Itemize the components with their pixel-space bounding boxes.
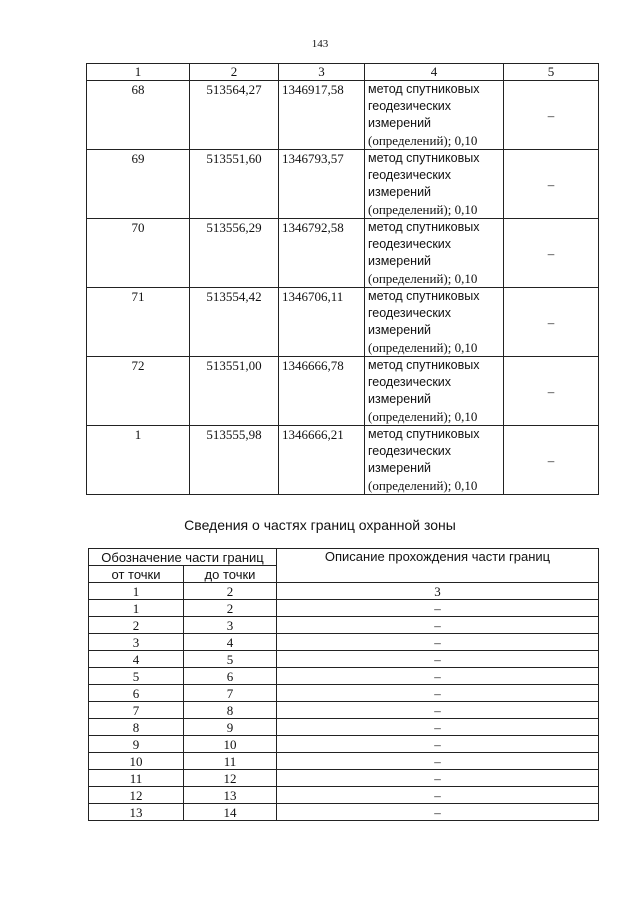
method-accuracy-line: (определений); 0,10 bbox=[368, 409, 478, 424]
from-point: 6 bbox=[89, 685, 184, 702]
part-description: – bbox=[277, 702, 599, 719]
method-line: метод спутниковых bbox=[368, 82, 480, 96]
column-number-header: 2 bbox=[184, 583, 277, 600]
part-description: – bbox=[277, 651, 599, 668]
parts-header-row bbox=[89, 549, 599, 566]
coordinates-table bbox=[86, 63, 599, 495]
to-point: 6 bbox=[184, 668, 277, 685]
boundary-part-row bbox=[89, 787, 599, 804]
coordinate-x: 513554,42 bbox=[190, 288, 279, 357]
column-number-header: 4 bbox=[365, 64, 504, 81]
page-number: 143 bbox=[311, 38, 329, 50]
point-number: 70 bbox=[87, 219, 190, 288]
point-description: – bbox=[504, 219, 599, 288]
point-number: 69 bbox=[87, 150, 190, 219]
boundary-part-row bbox=[89, 634, 599, 651]
part-description: – bbox=[277, 719, 599, 736]
boundary-designation-header: Обозначение части границ bbox=[89, 549, 277, 566]
from-point: 3 bbox=[89, 634, 184, 651]
column-number-header: 5 bbox=[504, 64, 599, 81]
coordinate-row bbox=[87, 150, 599, 219]
point-description: – bbox=[504, 426, 599, 495]
to-point: 4 bbox=[184, 634, 277, 651]
to-point: 8 bbox=[184, 702, 277, 719]
determination-method bbox=[365, 426, 504, 495]
part-description: – bbox=[277, 668, 599, 685]
column-number-header: 1 bbox=[87, 64, 190, 81]
coordinate-row bbox=[87, 426, 599, 495]
part-description: – bbox=[277, 634, 599, 651]
from-point: 11 bbox=[89, 770, 184, 787]
method-line: геодезических bbox=[368, 237, 452, 251]
coordinate-row bbox=[87, 219, 599, 288]
determination-method bbox=[365, 150, 504, 219]
section-title: Сведения о частях границ охранной зоны bbox=[184, 517, 456, 533]
from-point: 10 bbox=[89, 753, 184, 770]
point-description: – bbox=[504, 81, 599, 150]
coordinate-y: 1346793,57 bbox=[279, 150, 365, 219]
coordinate-x: 513551,00 bbox=[190, 357, 279, 426]
point-number: 72 bbox=[87, 357, 190, 426]
boundary-parts-table bbox=[88, 548, 599, 821]
boundary-part-row bbox=[89, 719, 599, 736]
coordinate-y: 1346792,58 bbox=[279, 219, 365, 288]
boundary-part-row bbox=[89, 736, 599, 753]
coordinate-x: 513555,98 bbox=[190, 426, 279, 495]
method-accuracy-line: (определений); 0,10 bbox=[368, 340, 478, 355]
to-point: 9 bbox=[184, 719, 277, 736]
determination-method bbox=[365, 219, 504, 288]
part-description: – bbox=[277, 617, 599, 634]
from-point: 2 bbox=[89, 617, 184, 634]
from-point: 1 bbox=[89, 600, 184, 617]
part-description: – bbox=[277, 685, 599, 702]
part-description: – bbox=[277, 736, 599, 753]
method-accuracy-line: (определений); 0,10 bbox=[368, 133, 478, 148]
coordinate-y: 1346706,11 bbox=[279, 288, 365, 357]
method-line: геодезических bbox=[368, 168, 452, 182]
boundary-part-row bbox=[89, 668, 599, 685]
method-line: метод спутниковых bbox=[368, 289, 480, 303]
method-line: геодезических bbox=[368, 444, 452, 458]
coordinate-row bbox=[87, 81, 599, 150]
from-point: 12 bbox=[89, 787, 184, 804]
method-line: измерений bbox=[368, 392, 432, 406]
method-line: геодезических bbox=[368, 99, 452, 113]
coordinates-header-row bbox=[87, 64, 599, 81]
to-point: 11 bbox=[184, 753, 277, 770]
method-line: метод спутниковых bbox=[368, 358, 480, 372]
coordinate-y: 1346666,21 bbox=[279, 426, 365, 495]
boundary-part-row bbox=[89, 770, 599, 787]
method-line: измерений bbox=[368, 461, 432, 475]
parts-column-numbers-row bbox=[89, 583, 599, 600]
to-point: 2 bbox=[184, 600, 277, 617]
from-point-header: от точки bbox=[89, 566, 184, 583]
coordinate-y: 1346666,78 bbox=[279, 357, 365, 426]
method-line: метод спутниковых bbox=[368, 220, 480, 234]
coordinate-row bbox=[87, 288, 599, 357]
coordinate-row bbox=[87, 357, 599, 426]
column-number-header: 1 bbox=[89, 583, 184, 600]
part-description: – bbox=[277, 804, 599, 821]
boundary-part-row bbox=[89, 617, 599, 634]
point-number: 68 bbox=[87, 81, 190, 150]
coordinate-x: 513564,27 bbox=[190, 81, 279, 150]
to-point: 12 bbox=[184, 770, 277, 787]
boundary-part-row bbox=[89, 804, 599, 821]
point-description: – bbox=[504, 150, 599, 219]
column-number-header: 2 bbox=[190, 64, 279, 81]
method-accuracy-line: (определений); 0,10 bbox=[368, 202, 478, 217]
boundary-part-row bbox=[89, 702, 599, 719]
method-line: метод спутниковых bbox=[368, 427, 480, 441]
determination-method bbox=[365, 288, 504, 357]
point-description: – bbox=[504, 288, 599, 357]
from-point: 7 bbox=[89, 702, 184, 719]
boundary-part-row bbox=[89, 600, 599, 617]
coordinate-x: 513551,60 bbox=[190, 150, 279, 219]
boundary-part-row bbox=[89, 753, 599, 770]
column-number-header: 3 bbox=[277, 583, 599, 600]
point-description: – bbox=[504, 357, 599, 426]
determination-method bbox=[365, 81, 504, 150]
part-description: – bbox=[277, 787, 599, 804]
from-point: 13 bbox=[89, 804, 184, 821]
to-point: 7 bbox=[184, 685, 277, 702]
method-line: геодезических bbox=[368, 306, 452, 320]
to-point: 3 bbox=[184, 617, 277, 634]
boundary-part-row bbox=[89, 651, 599, 668]
method-accuracy-line: (определений); 0,10 bbox=[368, 478, 478, 493]
method-line: измерений bbox=[368, 323, 432, 337]
column-number-header: 3 bbox=[279, 64, 365, 81]
coordinate-x: 513556,29 bbox=[190, 219, 279, 288]
from-point: 8 bbox=[89, 719, 184, 736]
method-line: измерений bbox=[368, 116, 432, 130]
point-number: 71 bbox=[87, 288, 190, 357]
to-point: 14 bbox=[184, 804, 277, 821]
to-point: 13 bbox=[184, 787, 277, 804]
part-description: – bbox=[277, 753, 599, 770]
boundary-description-header: Описание прохождения части границ bbox=[277, 549, 599, 583]
to-point-header: до точки bbox=[184, 566, 277, 583]
to-point: 10 bbox=[184, 736, 277, 753]
method-line: измерений bbox=[368, 254, 432, 268]
method-accuracy-line: (определений); 0,10 bbox=[368, 271, 478, 286]
from-point: 9 bbox=[89, 736, 184, 753]
method-line: измерений bbox=[368, 185, 432, 199]
part-description: – bbox=[277, 600, 599, 617]
from-point: 5 bbox=[89, 668, 184, 685]
part-description: – bbox=[277, 770, 599, 787]
method-line: геодезических bbox=[368, 375, 452, 389]
coordinate-y: 1346917,58 bbox=[279, 81, 365, 150]
boundary-part-row bbox=[89, 685, 599, 702]
point-number: 1 bbox=[87, 426, 190, 495]
to-point: 5 bbox=[184, 651, 277, 668]
method-line: метод спутниковых bbox=[368, 151, 480, 165]
from-point: 4 bbox=[89, 651, 184, 668]
determination-method bbox=[365, 357, 504, 426]
